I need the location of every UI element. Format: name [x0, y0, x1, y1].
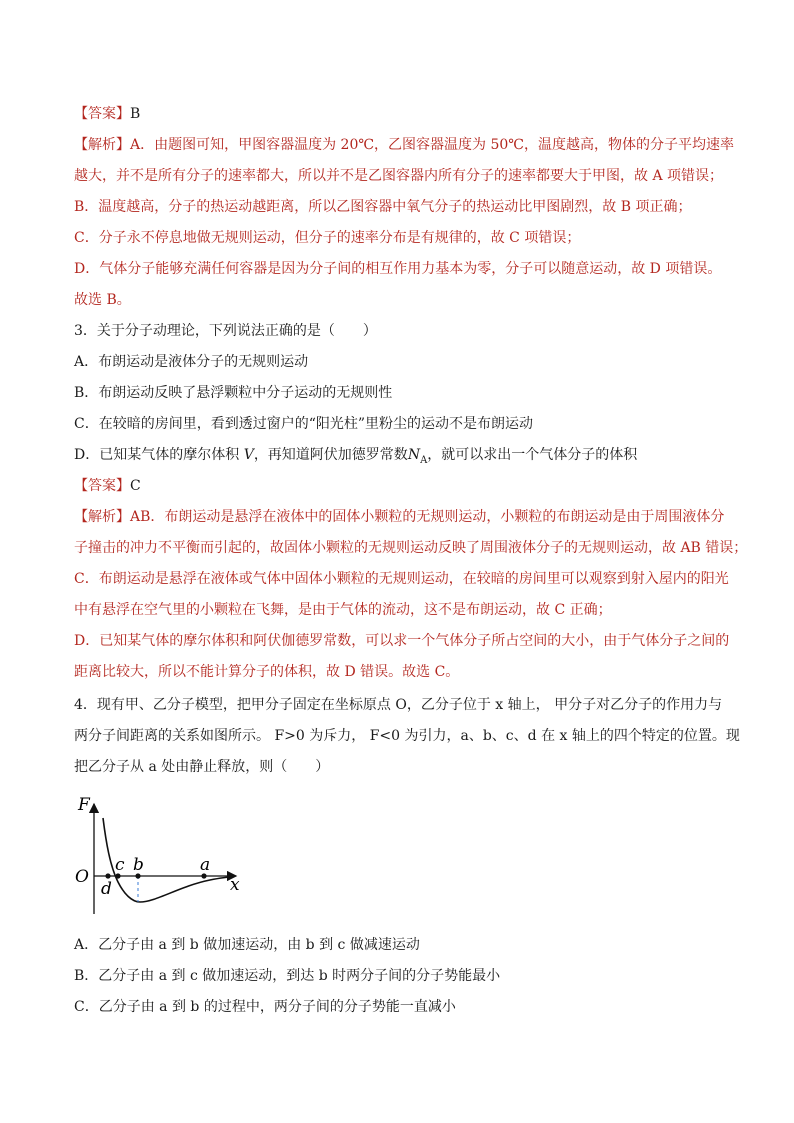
question-4-option-b: B．乙分子由 a 到 c 做加速运动，到达 b 时两分子间的分子势能最小 [74, 968, 501, 984]
option-d-text-1: D．已知某气体的摩尔体积 [74, 447, 244, 463]
question-3-option-b: B．布朗运动反映了悬浮颗粒中分子运动的无规则性 [74, 385, 393, 401]
analysis-line: 中有悬浮在空气里的小颗粒在飞舞，是由于气体的流动，这不是布朗运动，故 C 正确； [74, 602, 612, 618]
analysis-line: C．分子永不停息地做无规则运动，但分子的速率分布是有规律的，故 C 项错误； [74, 230, 581, 246]
analysis-line [74, 507, 724, 527]
option-d-const: N [407, 447, 421, 463]
analysis-line: D．已知某气体的摩尔体积和阿伏伽德罗常数，可以求一个气体分子所占空间的大小，由于气体分子之间的 [74, 633, 730, 649]
point-a-label: a [200, 855, 211, 875]
option-d-text-2: ，再知道阿伏加德罗常数 [253, 447, 408, 463]
answer-line-q2 [74, 104, 724, 124]
x-axis-label: x [230, 875, 240, 895]
analysis-text: AB．布朗运动是悬浮在液体中的固体小颗粒的无规则运动，小颗粒的布朗运动是由于周围液体分 [130, 509, 725, 525]
analysis-line [74, 135, 734, 155]
analysis-line: D．气体分子能够充满任何容器是因为分子间的相互作用力基本为零，分子可以随意运动，故 D 项错误。 [74, 261, 722, 277]
analysis-text: A．由题图可知，甲图容器温度为 20℃，乙图容器温度为 50℃，温度越高，物体的分子平均速率 [130, 137, 734, 153]
analysis-line: 越大，并不是所有分子的速率都大，所以并不是乙图容器内所有分子的速率都要大于甲图，故 A 项错误； [74, 168, 724, 184]
point-c-label: c [115, 855, 125, 875]
question-3-option-a: A．布朗运动是液体分子的无规则运动 [74, 354, 309, 370]
f-axis-label: F [78, 795, 90, 815]
analysis-tag: 【解析】 [74, 137, 130, 153]
option-d-sub: A [420, 454, 428, 466]
question-3-stem: 3．关于分子动理论，下列说法正确的是（ ） [74, 323, 377, 339]
question-3-option-c: C．在较暗的房间里，看到透过窗户的“阳光柱”里粉尘的运动不是布朗运动 [74, 416, 534, 432]
analysis-line: B．温度越高，分子的热运动越距离，所以乙图容器中氧气分子的热运动比甲图剧烈，故 B 项正确； [74, 199, 692, 215]
point-d-label: d [101, 879, 112, 899]
answer-tag: 【答案】 [74, 478, 130, 494]
question-4-option-c: C．乙分子由 a 到 b 的过程中，两分子间的分子势能一直减小 [74, 999, 456, 1015]
analysis-line: 故选 B。 [74, 292, 131, 308]
point-d [105, 873, 110, 878]
force-distance-figure [70, 790, 250, 920]
answer-value: C [130, 478, 141, 494]
analysis-line: C．布朗运动是悬浮在液体或气体中固体小颗粒的无规则运动，在较暗的房间里可以观察到射入屋内的阳光 [74, 571, 729, 587]
question-4-option-a: A．乙分子由 a 到 b 做加速运动，由 b 到 c 做减速运动 [74, 937, 420, 953]
analysis-line: 距离比较大，所以不能计算分子的体积，故 D 错误。故选 C。 [74, 664, 460, 680]
answer-value: B [130, 106, 141, 122]
answer-line-q3 [74, 476, 724, 496]
question-3-option-d [74, 445, 724, 471]
answer-tag: 【答案】 [74, 106, 130, 122]
question-4-stem-line: 两分子间距离的关系如图所示。 F>0 为斥力， F<0 为引力，a、b、c、d 在 x 轴上的四个特定的位置。现 [74, 728, 740, 744]
option-d-var: V [243, 447, 254, 463]
origin-label: O [75, 867, 89, 887]
question-4-stem-line: 4．现有甲、乙分子模型，把甲分子固定在坐标原点 O，乙分子位于 x 轴上， 甲分子对乙分子的作用力与 [74, 697, 723, 713]
analysis-line: 子撞击的冲力不平衡而引起的，故固体小颗粒的无规则运动反映了周围液体分子的无规则运动，故 AB 错误； [74, 540, 748, 556]
question-4-stem-line: 把乙分子从 a 处由静止释放，则（ ） [74, 759, 330, 775]
option-d-text-3: ，就可以求出一个气体分子的体积 [427, 447, 638, 463]
point-b-label: b [133, 855, 144, 875]
analysis-tag: 【解析】 [74, 509, 130, 525]
